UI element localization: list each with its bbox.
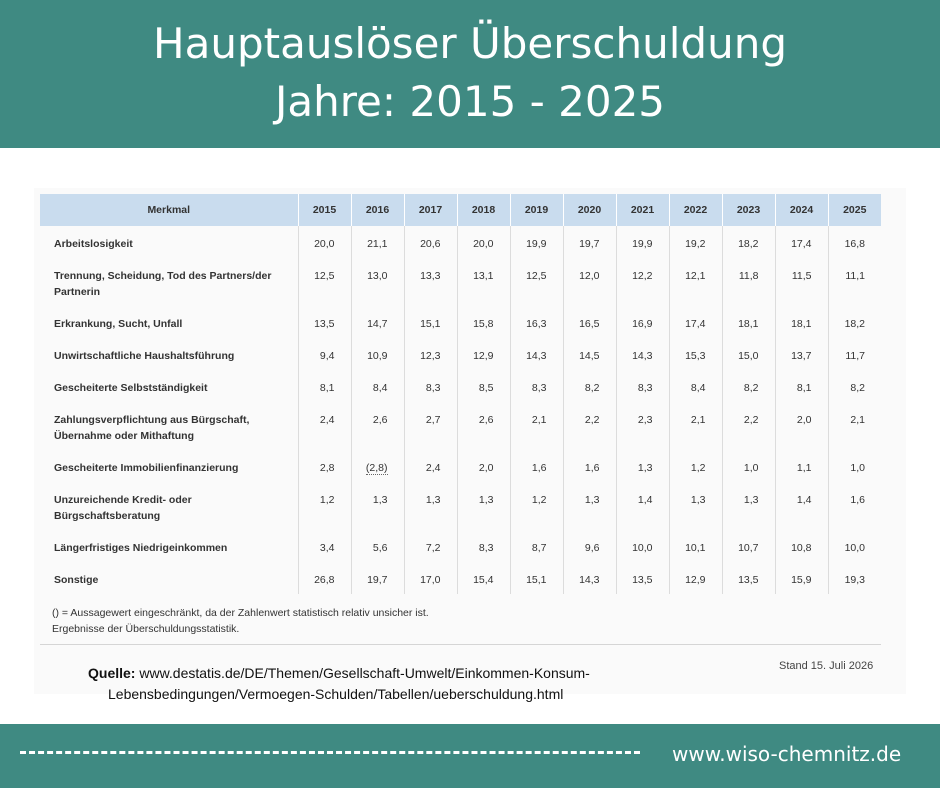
value-cell	[828, 226, 881, 258]
value-cell	[616, 562, 669, 594]
cell-value: 10,0	[632, 542, 653, 554]
cell-value: 9,6	[584, 542, 600, 554]
column-header-year: 2022	[669, 194, 722, 226]
cell-value: 12,5	[526, 270, 547, 282]
value-cell	[616, 450, 669, 482]
cell-value: 15,4	[473, 574, 494, 586]
cell-value: 13,1	[473, 270, 494, 282]
row-label	[40, 370, 298, 402]
cell-value: 19,2	[685, 238, 706, 250]
value-cell	[510, 306, 563, 338]
value-cell	[510, 370, 563, 402]
cell-value: 2,4	[425, 462, 441, 474]
cell-value: 19,3	[844, 574, 865, 586]
row-label	[40, 226, 298, 258]
value-cell	[404, 482, 457, 530]
cell-value: 14,3	[579, 574, 600, 586]
value-cell	[563, 482, 616, 530]
cell-value: 1,6	[531, 462, 547, 474]
cell-value: 12,3	[420, 350, 441, 362]
value-cell	[298, 402, 351, 450]
cell-value: 2,8	[319, 462, 335, 474]
cell-value: 1,0	[743, 462, 759, 474]
cell-value: 21,1	[367, 238, 388, 250]
value-cell	[351, 530, 404, 562]
value-cell	[669, 338, 722, 370]
value-cell	[457, 306, 510, 338]
table-row	[40, 402, 881, 450]
value-cell	[669, 450, 722, 482]
value-cell	[510, 482, 563, 530]
value-cell	[351, 226, 404, 258]
cell-value: 10,1	[685, 542, 706, 554]
cell-value: 11,8	[738, 270, 759, 282]
value-cell	[722, 562, 775, 594]
cell-value: 18,1	[791, 318, 812, 330]
table-panel	[34, 188, 906, 694]
cell-value: 8,2	[850, 382, 865, 394]
column-header-year: 2024	[775, 194, 828, 226]
divider	[40, 644, 881, 645]
value-cell	[298, 530, 351, 562]
value-cell	[775, 338, 828, 370]
value-cell	[510, 450, 563, 482]
value-cell	[563, 306, 616, 338]
value-cell	[351, 370, 404, 402]
cell-value: 19,9	[526, 238, 547, 250]
cell-value: 15,0	[738, 350, 759, 362]
value-cell	[404, 338, 457, 370]
website-link[interactable]: www.wiso-chemnitz.de	[672, 742, 902, 766]
cell-value: 1,3	[637, 462, 653, 474]
cell-value: 2,0	[796, 414, 812, 426]
value-cell	[775, 482, 828, 530]
column-header-year: 2019	[510, 194, 563, 226]
cell-value: 11,7	[845, 350, 865, 362]
cell-value: 8,3	[637, 382, 653, 394]
value-cell	[616, 338, 669, 370]
cell-value: 1,3	[743, 494, 759, 506]
value-cell	[457, 450, 510, 482]
cell-value: 20,6	[420, 238, 441, 250]
value-cell	[404, 530, 457, 562]
table-row	[40, 450, 881, 482]
cell-value: 14,5	[579, 350, 600, 362]
value-cell	[828, 370, 881, 402]
value-cell	[775, 226, 828, 258]
row-label	[40, 530, 298, 562]
cell-value: 12,9	[473, 350, 494, 362]
cell-value: 8,3	[478, 542, 494, 554]
uncertain-value: (2,8)	[365, 462, 388, 474]
cell-value: 10,0	[844, 542, 865, 554]
value-cell	[669, 370, 722, 402]
value-cell	[298, 306, 351, 338]
cell-value: 8,4	[690, 382, 706, 394]
value-cell	[457, 226, 510, 258]
cell-value: 1,0	[850, 462, 865, 474]
column-header-year: 2017	[404, 194, 457, 226]
cell-value: 11,1	[845, 270, 865, 282]
cell-value: 8,1	[319, 382, 335, 394]
value-cell	[298, 450, 351, 482]
value-cell	[563, 450, 616, 482]
cell-value: 15,1	[420, 318, 441, 330]
row-label	[40, 402, 298, 450]
value-cell	[669, 258, 722, 306]
cell-value: 1,3	[690, 494, 706, 506]
cell-value: 2,2	[584, 414, 600, 426]
value-cell	[563, 562, 616, 594]
value-cell	[775, 562, 828, 594]
value-cell	[616, 402, 669, 450]
value-cell	[616, 306, 669, 338]
source-url-line1: www.destatis.de/DE/Themen/Gesellschaft-Umwelt/Einkommen-Konsum-	[139, 665, 590, 681]
column-header-year: 2021	[616, 194, 669, 226]
table-footnote	[52, 605, 429, 637]
cell-value: 2,2	[743, 414, 759, 426]
value-cell	[351, 482, 404, 530]
table-row	[40, 482, 881, 530]
cell-value: 8,2	[743, 382, 759, 394]
value-cell	[722, 258, 775, 306]
footnote-line: Ergebnisse der Überschuldungsstatistik.	[52, 623, 240, 635]
value-cell	[404, 450, 457, 482]
value-cell	[457, 482, 510, 530]
cell-value: 12,1	[685, 270, 706, 282]
row-label	[40, 338, 298, 370]
value-cell	[298, 258, 351, 306]
cell-value: 1,3	[478, 494, 494, 506]
value-cell	[775, 370, 828, 402]
row-label-line: Sonstige	[54, 574, 99, 586]
cell-value: 12,0	[579, 270, 600, 282]
row-label-line: Partnerin	[54, 286, 101, 298]
cell-value: 2,7	[425, 414, 441, 426]
value-cell	[563, 530, 616, 562]
column-header-year: 2016	[351, 194, 404, 226]
cell-value: 3,4	[319, 542, 335, 554]
value-cell	[722, 338, 775, 370]
cell-value: 2,1	[531, 414, 547, 426]
cell-value: 1,2	[319, 494, 335, 506]
cell-value: 8,3	[531, 382, 547, 394]
row-label-line: Unzureichende Kredit- oder	[54, 494, 192, 506]
cell-value: 13,5	[738, 574, 759, 586]
cell-value: 15,1	[526, 574, 547, 586]
cell-value: 8,2	[584, 382, 600, 394]
value-cell	[351, 338, 404, 370]
cell-value: 18,2	[738, 238, 759, 250]
cell-value: 1,6	[584, 462, 600, 474]
table-header-row	[40, 194, 881, 226]
column-header-merkmal: Merkmal	[40, 194, 298, 226]
row-label-line: Längerfristiges Niedrigeinkommen	[54, 542, 228, 554]
cell-value: 2,0	[478, 462, 494, 474]
value-cell	[722, 402, 775, 450]
value-cell	[722, 450, 775, 482]
row-label	[40, 482, 298, 530]
row-label-line: Unwirtschaftliche Haushaltsführung	[54, 350, 235, 362]
cell-value: 8,1	[796, 382, 812, 394]
cell-value: 15,3	[685, 350, 706, 362]
value-cell	[669, 402, 722, 450]
cell-value: 26,8	[314, 574, 335, 586]
value-cell	[457, 530, 510, 562]
row-label	[40, 450, 298, 482]
value-cell	[510, 530, 563, 562]
value-cell	[669, 562, 722, 594]
cell-value: 2,1	[850, 414, 865, 426]
table-row	[40, 258, 881, 306]
value-cell	[510, 402, 563, 450]
cell-value: 13,3	[420, 270, 441, 282]
value-cell	[616, 530, 669, 562]
cell-value: 13,0	[367, 270, 388, 282]
value-cell	[510, 226, 563, 258]
value-cell	[351, 562, 404, 594]
cell-value: 2,3	[637, 414, 653, 426]
cell-value: 14,3	[632, 350, 653, 362]
cell-value: 7,2	[425, 542, 441, 554]
column-header-year: 2015	[298, 194, 351, 226]
cell-value: 16,8	[844, 238, 865, 250]
value-cell	[404, 226, 457, 258]
cell-value: 18,1	[738, 318, 759, 330]
value-cell	[828, 338, 881, 370]
value-cell	[351, 306, 404, 338]
value-cell	[828, 530, 881, 562]
cell-value: 16,5	[579, 318, 600, 330]
cell-value: 2,4	[319, 414, 335, 426]
value-cell	[616, 370, 669, 402]
header-banner	[0, 0, 940, 148]
value-cell	[404, 306, 457, 338]
value-cell	[298, 370, 351, 402]
value-cell	[616, 482, 669, 530]
value-cell	[616, 258, 669, 306]
cell-value: 19,7	[579, 238, 600, 250]
value-cell	[828, 258, 881, 306]
value-cell	[828, 450, 881, 482]
value-cell	[828, 562, 881, 594]
value-cell	[616, 226, 669, 258]
cell-value: 1,3	[425, 494, 441, 506]
value-cell	[298, 562, 351, 594]
row-label	[40, 562, 298, 594]
value-cell	[563, 258, 616, 306]
cell-value: 20,0	[314, 238, 335, 250]
cell-value: 15,8	[473, 318, 494, 330]
value-cell	[457, 562, 510, 594]
value-cell	[563, 338, 616, 370]
value-cell	[775, 450, 828, 482]
value-cell	[298, 482, 351, 530]
value-cell	[510, 258, 563, 306]
value-cell	[563, 402, 616, 450]
value-cell	[351, 450, 404, 482]
value-cell	[457, 258, 510, 306]
cell-value: 19,7	[367, 574, 388, 586]
row-label-line: Bürgschaftsberatung	[54, 510, 161, 522]
page-title: Hauptauslöser Überschuldung	[153, 19, 787, 68]
page-subtitle: Jahre: 2015 - 2025	[274, 77, 666, 126]
value-cell	[351, 402, 404, 450]
value-cell	[457, 402, 510, 450]
cell-value: 12,9	[685, 574, 706, 586]
cell-value: 1,4	[796, 494, 812, 506]
cell-value: 13,5	[632, 574, 653, 586]
row-label	[40, 258, 298, 306]
value-cell	[722, 306, 775, 338]
table-row	[40, 338, 881, 370]
cell-value: 5,6	[372, 542, 388, 554]
table-row	[40, 306, 881, 338]
column-header-year: 2025	[828, 194, 881, 226]
value-cell	[669, 306, 722, 338]
cell-value: 1,2	[531, 494, 547, 506]
cell-value: 18,2	[844, 318, 865, 330]
row-label-line: Übernahme oder Mithaftung	[54, 430, 195, 442]
cell-value: 19,9	[632, 238, 653, 250]
column-header-year: 2018	[457, 194, 510, 226]
value-cell	[457, 338, 510, 370]
value-cell	[404, 562, 457, 594]
value-cell	[563, 226, 616, 258]
cell-value: 12,5	[314, 270, 335, 282]
value-cell	[722, 530, 775, 562]
cell-value: 20,0	[473, 238, 494, 250]
value-cell	[669, 482, 722, 530]
cell-value: 2,1	[690, 414, 706, 426]
value-cell	[828, 402, 881, 450]
source-citation	[88, 663, 590, 705]
table-row	[40, 370, 881, 402]
cell-value: 17,0	[420, 574, 441, 586]
cell-value: 11,5	[791, 270, 812, 282]
value-cell	[775, 402, 828, 450]
cell-value: 1,6	[850, 494, 865, 506]
column-header-year: 2020	[563, 194, 616, 226]
value-cell	[828, 482, 881, 530]
row-label-line: Gescheiterte Immobilienfinanzierung	[54, 462, 239, 474]
table-row	[40, 226, 881, 258]
cell-value: 8,3	[425, 382, 441, 394]
value-cell	[722, 482, 775, 530]
cell-value: 17,4	[685, 318, 706, 330]
stand-date: Stand 15. Juli 2026	[779, 660, 874, 672]
row-label-line: Trennung, Scheidung, Tod des Partners/der	[54, 270, 272, 282]
row-label-line: Erkrankung, Sucht, Unfall	[54, 318, 183, 330]
cell-value: 16,9	[632, 318, 653, 330]
column-header-year: 2023	[722, 194, 775, 226]
value-cell	[404, 402, 457, 450]
value-cell	[775, 530, 828, 562]
row-label	[40, 306, 298, 338]
debt-causes-table	[40, 194, 881, 594]
footer-banner	[0, 724, 940, 788]
source-url-line2: Lebensbedingungen/Vermoegen-Schulden/Tabellen/ueberschuldung.html	[108, 686, 564, 702]
footnote-line: () = Aussagewert eingeschränkt, da der Zahlenwert statistisch relativ unsicher ist.	[52, 607, 429, 619]
value-cell	[722, 226, 775, 258]
cell-value: 10,9	[367, 350, 388, 362]
value-cell	[510, 562, 563, 594]
table-row	[40, 562, 881, 594]
cell-value: 17,4	[791, 238, 812, 250]
row-label-line: Gescheiterte Selbstständigkeit	[54, 382, 208, 394]
value-cell	[298, 226, 351, 258]
value-cell	[775, 258, 828, 306]
cell-value: 8,4	[372, 382, 388, 394]
value-cell	[722, 370, 775, 402]
value-cell	[404, 370, 457, 402]
cell-value: 12,2	[632, 270, 653, 282]
value-cell	[775, 306, 828, 338]
value-cell	[404, 258, 457, 306]
value-cell	[563, 370, 616, 402]
value-cell	[457, 370, 510, 402]
cell-value: 8,5	[478, 382, 494, 394]
source-label: Quelle:	[88, 665, 136, 681]
cell-value: 2,6	[478, 414, 494, 426]
cell-value: 13,7	[791, 350, 812, 362]
value-cell	[351, 258, 404, 306]
cell-value: 8,7	[531, 542, 547, 554]
cell-value: 10,8	[791, 542, 812, 554]
value-cell	[669, 226, 722, 258]
cell-value: 14,3	[526, 350, 547, 362]
cell-value: 9,4	[319, 350, 335, 362]
cell-value: 15,9	[791, 574, 812, 586]
row-label-line: Arbeitslosigkeit	[54, 238, 133, 250]
cell-value: 14,7	[367, 318, 388, 330]
cell-value: 1,3	[584, 494, 600, 506]
value-cell	[298, 338, 351, 370]
cell-value: 2,6	[372, 414, 388, 426]
value-cell	[828, 306, 881, 338]
cell-value: 16,3	[526, 318, 547, 330]
cell-value: 13,5	[314, 318, 335, 330]
table-row	[40, 530, 881, 562]
cell-value: 1,1	[796, 462, 812, 474]
value-cell	[510, 338, 563, 370]
cell-value: 1,3	[372, 494, 388, 506]
cell-value: 1,2	[690, 462, 706, 474]
value-cell	[669, 530, 722, 562]
cell-value: 1,4	[637, 494, 653, 506]
cell-value: 10,7	[738, 542, 759, 554]
row-label-line: Zahlungsverpflichtung aus Bürgschaft,	[54, 414, 250, 426]
dashed-line-decoration	[20, 751, 640, 754]
